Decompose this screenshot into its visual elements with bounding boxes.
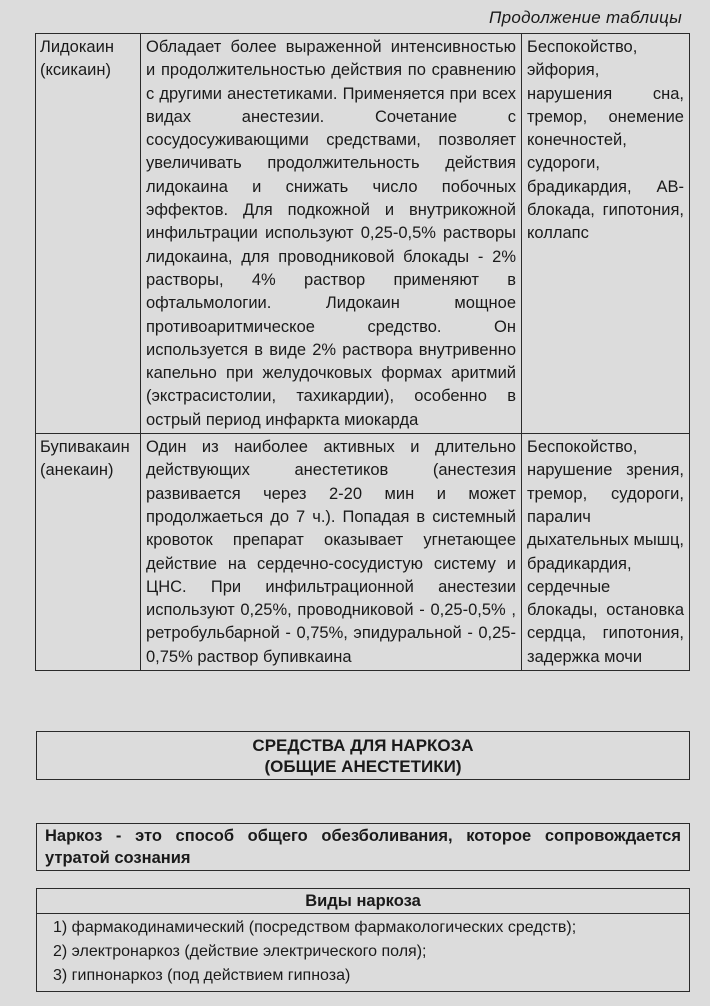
drug-description-cell: Обладает более выраженной интенсивностью и продолжительностью действия по сравнению с другими анестетиками. Применяется при всех видах анестезии. Сочетание с сосудосуживающими средствами, позволяет увеличивать продолжительность действия лидокаина и снижать число побочных эффектов. Для подкожной и внутрикожной инфильтрации используют 0,25-0,5% растворы лидокаина, для проводниковой блокады - 2% растворы, 4% раствор применяют в офтальмологии. Лидокаин мощное противоаритмическое средство. Он используется в виде 2% раствора внутривенно капельно при желудочковых формах аритмий (экстрасистолии, тахикардии), особенно в острый период инфаркта миокарда: [141, 34, 522, 434]
side-effects-cell: Беспокойство, нарушение зрения, тремор, судороги, паралич дыхательных мышц, брадикардия, сердечные блокады, остановка сердца, гипотония, задержка мочи: [522, 434, 690, 671]
drug-table: [35, 33, 690, 671]
definition-text: Наркоз - это способ общего обезболивания, которое сопровождается утратой сознания: [45, 827, 681, 867]
list-item: 1) фармакодинамический (посредством фармакологических средств);: [53, 919, 577, 936]
types-list: [37, 914, 689, 988]
definition-box: [36, 823, 690, 871]
types-heading: Виды наркоза: [37, 889, 689, 914]
section-title-box: [36, 731, 690, 780]
section-subtitle: (ОБЩИЕ АНЕСТЕТИКИ): [264, 757, 462, 776]
drug-name-cell: Лидокаин (ксикаин): [36, 34, 141, 434]
drug-description-cell: Один из наиболее активных и длительно действующих анестетиков (анестезия развивается через 2-20 мин и может продолжаеться до 7 ч.). Попадая в системный кровоток препарат оказывает угнетающее действие на сердечно-сосудистую систему и ЦНС. При инфильтрационной анестезии используют 0,25%, проводниковой - 0,25-0,5% , ретробульбарной - 0,75%, эпидуральной - 0,25-0,75% раствор бупивкаина: [141, 434, 522, 671]
drug-name-cell: Бупивакаин (анекаин): [36, 434, 141, 671]
list-item: 2) электронаркоз (действие электрического поля);: [53, 943, 427, 960]
table-row: [36, 34, 690, 434]
section-title: СРЕДСТВА ДЛЯ НАРКОЗА: [252, 736, 474, 755]
side-effects-cell: Беспокойство, эйфория, нарушения сна, тремор, онемение конечностей, судороги, брадикардия, АВ-блокада, гипотония, коллапс: [522, 34, 690, 434]
types-box: [36, 888, 690, 992]
list-item: 3) гипнонаркоз (под действием гипноза): [53, 967, 351, 984]
continuation-label: Продолжение таблицы: [488, 8, 682, 27]
table-row: [36, 434, 690, 671]
